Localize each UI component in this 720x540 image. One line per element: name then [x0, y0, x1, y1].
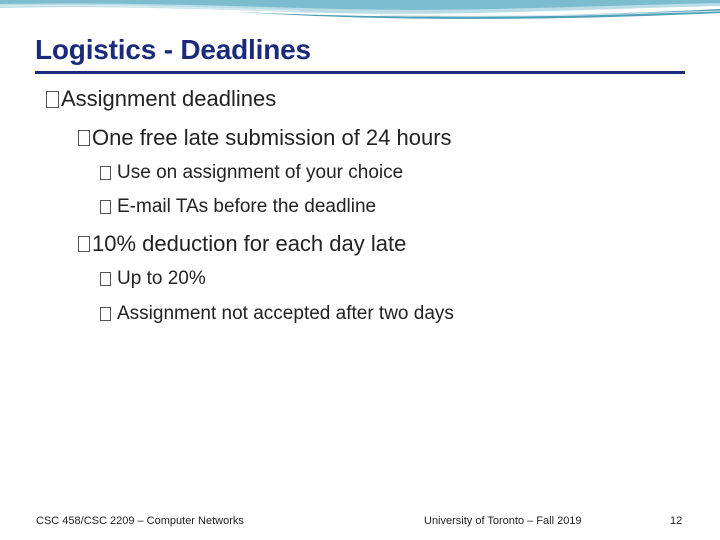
- footer-course: CSC 458/CSC 2209 – Computer Networks: [36, 515, 244, 527]
- bullet-use-on-choice: [100, 162, 403, 184]
- bullet-text: Up to 20%: [117, 268, 206, 289]
- bullet-email-tas: [100, 196, 376, 218]
- bullet-icon: [100, 307, 111, 321]
- bullet-icon: [100, 166, 111, 180]
- bullet-icon: [78, 236, 90, 252]
- bullet-text: Assignment deadlines: [61, 86, 277, 111]
- bullet-text: E-mail TAs before the deadline: [117, 196, 377, 217]
- footer-university: University of Toronto – Fall 2019: [424, 515, 582, 527]
- bullet-assignment-deadlines: [46, 86, 276, 112]
- bullet-icon: [78, 130, 90, 146]
- bullet-icon: [100, 200, 111, 214]
- bullet-text: 10% deduction for each day late: [92, 231, 407, 256]
- bullet-icon: [100, 272, 111, 286]
- bullet-not-accepted: [100, 303, 454, 325]
- bullet-up-to: [100, 268, 206, 290]
- bullet-text: Use on assignment of your choice: [117, 162, 404, 183]
- slide-title: Logistics - Deadlines: [35, 34, 311, 65]
- bullet-deduction: [78, 231, 406, 257]
- bullet-text: One free late submission of 24 hours: [92, 125, 452, 150]
- bullet-late-submission: [78, 125, 452, 151]
- decorative-top-band: [0, 0, 720, 24]
- bullet-icon: [46, 91, 59, 108]
- bullet-text: Assignment not accepted after two days: [117, 303, 454, 324]
- page-number: 12: [670, 515, 683, 527]
- title-underline: [35, 71, 685, 74]
